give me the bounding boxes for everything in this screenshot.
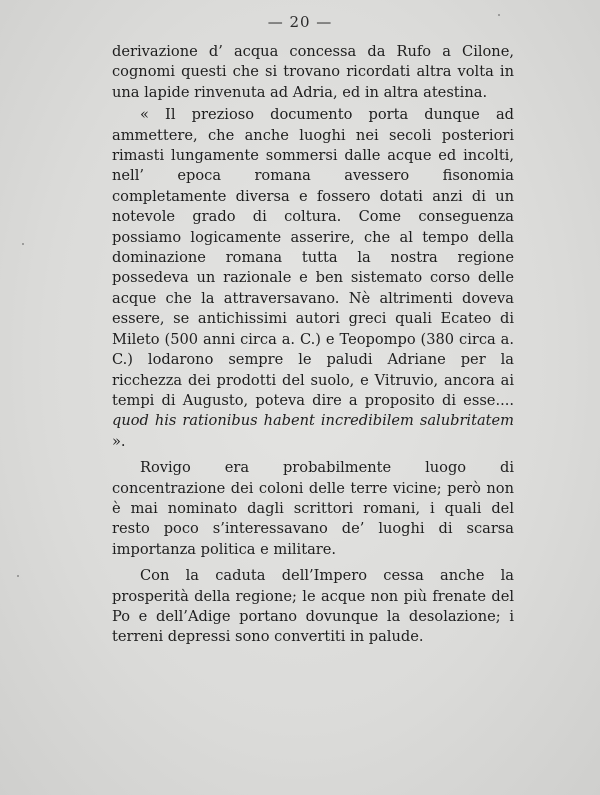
latin-quote: quod his rationibus habent incredibilem salubritatem <box>112 412 514 430</box>
paragraph-3-text: Rovigo era probabilmente luogo di concentrazione dei coloni delle terre vicine; però non è mai nominato dagli scrittori romani, i quali del resto poco s’interessavano de’ luoghi di scarsa importanza politica e militare. <box>112 459 514 558</box>
paragraph-4 <box>112 566 514 648</box>
paper-speck <box>22 243 24 245</box>
paragraph-2-text: « Il prezioso documento porta dunque ad ammettere, che anche luoghi nei secoli posteriori rimasti lungamente sommersi dalle acque ed incolti, nell’ epoca romana avessero fisonomia completamente diversa e fossero dotati anzi di un notevole grado di coltura. Come conseguenza possiamo logicamente asserire, che al tempo della dominazione romana tutta la nostra regione possedeva un razionale e ben sistemato corso delle acque che la attraversavano. Nè altrimenti doveva essere, se antichissimi autori greci quali Ecateo di Mileto (500 anni circa a. C.) e Teopompo (380 circa a. C.) lodarono sempre le paludi Adriane per la ricchezza dei prodotti del suolo, e Vitruvio, ancora ai tempi di Augusto, poteva dire a proposito di esse.... <box>112 106 514 409</box>
paragraph-3 <box>112 458 514 560</box>
paper-speck <box>17 575 19 577</box>
paragraph-1 <box>112 42 514 103</box>
body-text <box>112 42 514 648</box>
paragraph-4-text: Con la caduta dell’Impero cessa anche la prosperità della regione; le acque non più frenate del Po e dell’Adige portano dovunque la desolazione; i terreni depressi sono convertiti in palude. <box>112 567 514 646</box>
page-number: — 20 — <box>267 13 333 31</box>
quote-close: ». <box>112 432 126 450</box>
paragraph-1-text: derivazione d’ acqua concessa da Rufo a Cilone, cognomi questi che si trovano ricordati altra volta in una lapide rinvenuta ad Adria, ed in altra atestina. <box>112 43 514 101</box>
paper-speck <box>498 14 500 16</box>
paragraph-2 <box>112 105 514 452</box>
